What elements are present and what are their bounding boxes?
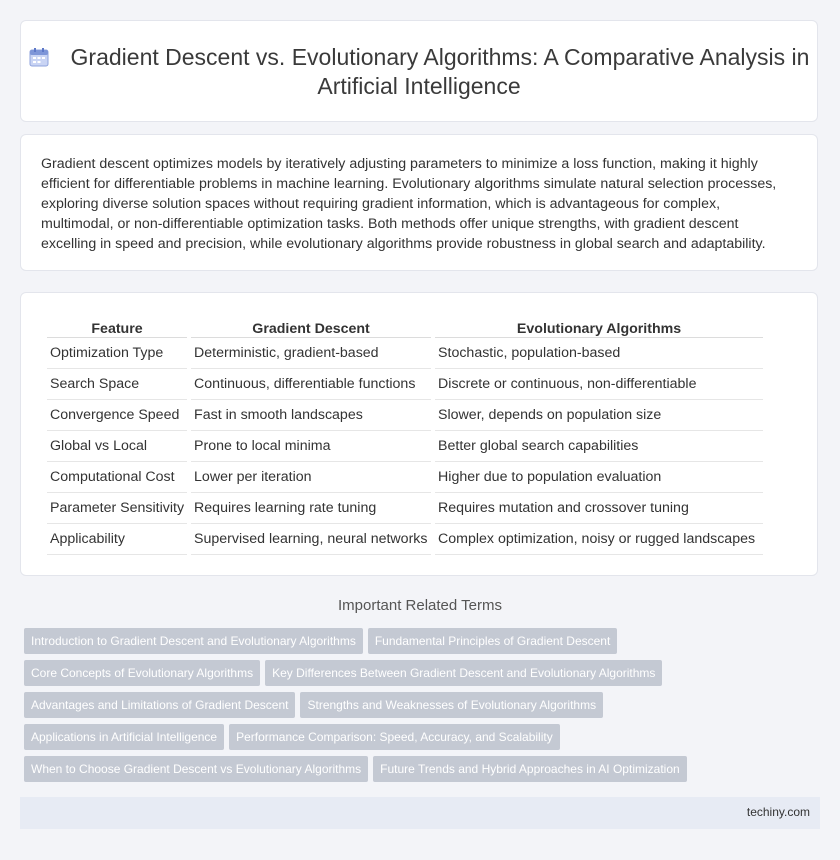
table-row [47, 431, 763, 462]
table-cell: Continuous, differentiable functions [191, 369, 431, 400]
table-cell: Supervised learning, neural networks [191, 524, 431, 555]
page-title [21, 43, 817, 101]
table-cell: Computational Cost [47, 462, 187, 493]
intro-paragraph: Gradient descent optimizes models by iteratively adjusting parameters to minimize a loss function, making it highly efficient for differentiable problems in machine learning. Evolutionary algorithms simulate natural selection processes, exploring diverse solution spaces without requiring gradient information, which is advantageous for complex, multimodal, or non-differentiable optimization tasks. Both methods offer unique strengths, with gradient descent excelling in speed and precision, while evolutionary algorithms provide robustness in global search and adaptability. [41, 156, 777, 252]
table-row [47, 524, 763, 555]
table-row [47, 338, 763, 369]
related-terms-title: Important Related Terms [338, 597, 502, 614]
related-term-tag[interactable]: Performance Comparison: Speed, Accuracy, and Scalability [229, 724, 560, 750]
table-cell: Optimization Type [47, 338, 187, 369]
table-cell: Slower, depends on population size [435, 400, 763, 431]
table-cell: Stochastic, population-based [435, 338, 763, 369]
table-cell: Convergence Speed [47, 400, 187, 431]
table-cell: Better global search capabilities [435, 431, 763, 462]
table-cell: Parameter Sensitivity [47, 493, 187, 524]
related-term-tag[interactable]: Core Concepts of Evolutionary Algorithms [24, 660, 260, 686]
table-cell: Requires learning rate tuning [191, 493, 431, 524]
table-cell: Applicability [47, 524, 187, 555]
table-cell: Prone to local minima [191, 431, 431, 462]
related-term-tag[interactable]: When to Choose Gradient Descent vs Evolutionary Algorithms [24, 756, 368, 782]
table-cell: Search Space [47, 369, 187, 400]
title-text: Gradient Descent vs. Evolutionary Algorithms: A Comparative Analysis in Artificial Intelligence [70, 44, 810, 99]
intro-card [20, 134, 818, 271]
related-term-tag[interactable]: Introduction to Gradient Descent and Evolutionary Algorithms [24, 628, 363, 654]
calendar-icon [29, 47, 49, 67]
column-header: Gradient Descent [191, 313, 431, 338]
related-term-tag[interactable]: Applications in Artificial Intelligence [24, 724, 224, 750]
related-terms-list [24, 628, 824, 788]
table-row [47, 462, 763, 493]
column-header: Feature [47, 313, 187, 338]
footer [20, 797, 820, 829]
table-header-row [47, 313, 763, 338]
table-cell: Discrete or continuous, non-differentiable [435, 369, 763, 400]
table-cell: Deterministic, gradient-based [191, 338, 431, 369]
comparison-card [20, 292, 818, 576]
related-term-tag[interactable]: Strengths and Weaknesses of Evolutionary Algorithms [300, 692, 603, 718]
title-card [20, 20, 818, 122]
related-term-tag[interactable]: Key Differences Between Gradient Descent and Evolutionary Algorithms [265, 660, 662, 686]
footer-site-link[interactable]: techiny.com [746, 805, 810, 819]
related-term-tag[interactable]: Fundamental Principles of Gradient Descent [368, 628, 617, 654]
comparison-table [43, 313, 767, 555]
column-header: Evolutionary Algorithms [435, 313, 763, 338]
table-cell: Higher due to population evaluation [435, 462, 763, 493]
related-term-tag[interactable]: Future Trends and Hybrid Approaches in AI Optimization [373, 756, 687, 782]
table-row [47, 493, 763, 524]
related-term-tag[interactable]: Advantages and Limitations of Gradient Descent [24, 692, 295, 718]
table-row [47, 369, 763, 400]
table-cell: Complex optimization, noisy or rugged landscapes [435, 524, 763, 555]
table-cell: Fast in smooth landscapes [191, 400, 431, 431]
table-row [47, 400, 763, 431]
table-cell: Global vs Local [47, 431, 187, 462]
table-cell: Lower per iteration [191, 462, 431, 493]
table-cell: Requires mutation and crossover tuning [435, 493, 763, 524]
